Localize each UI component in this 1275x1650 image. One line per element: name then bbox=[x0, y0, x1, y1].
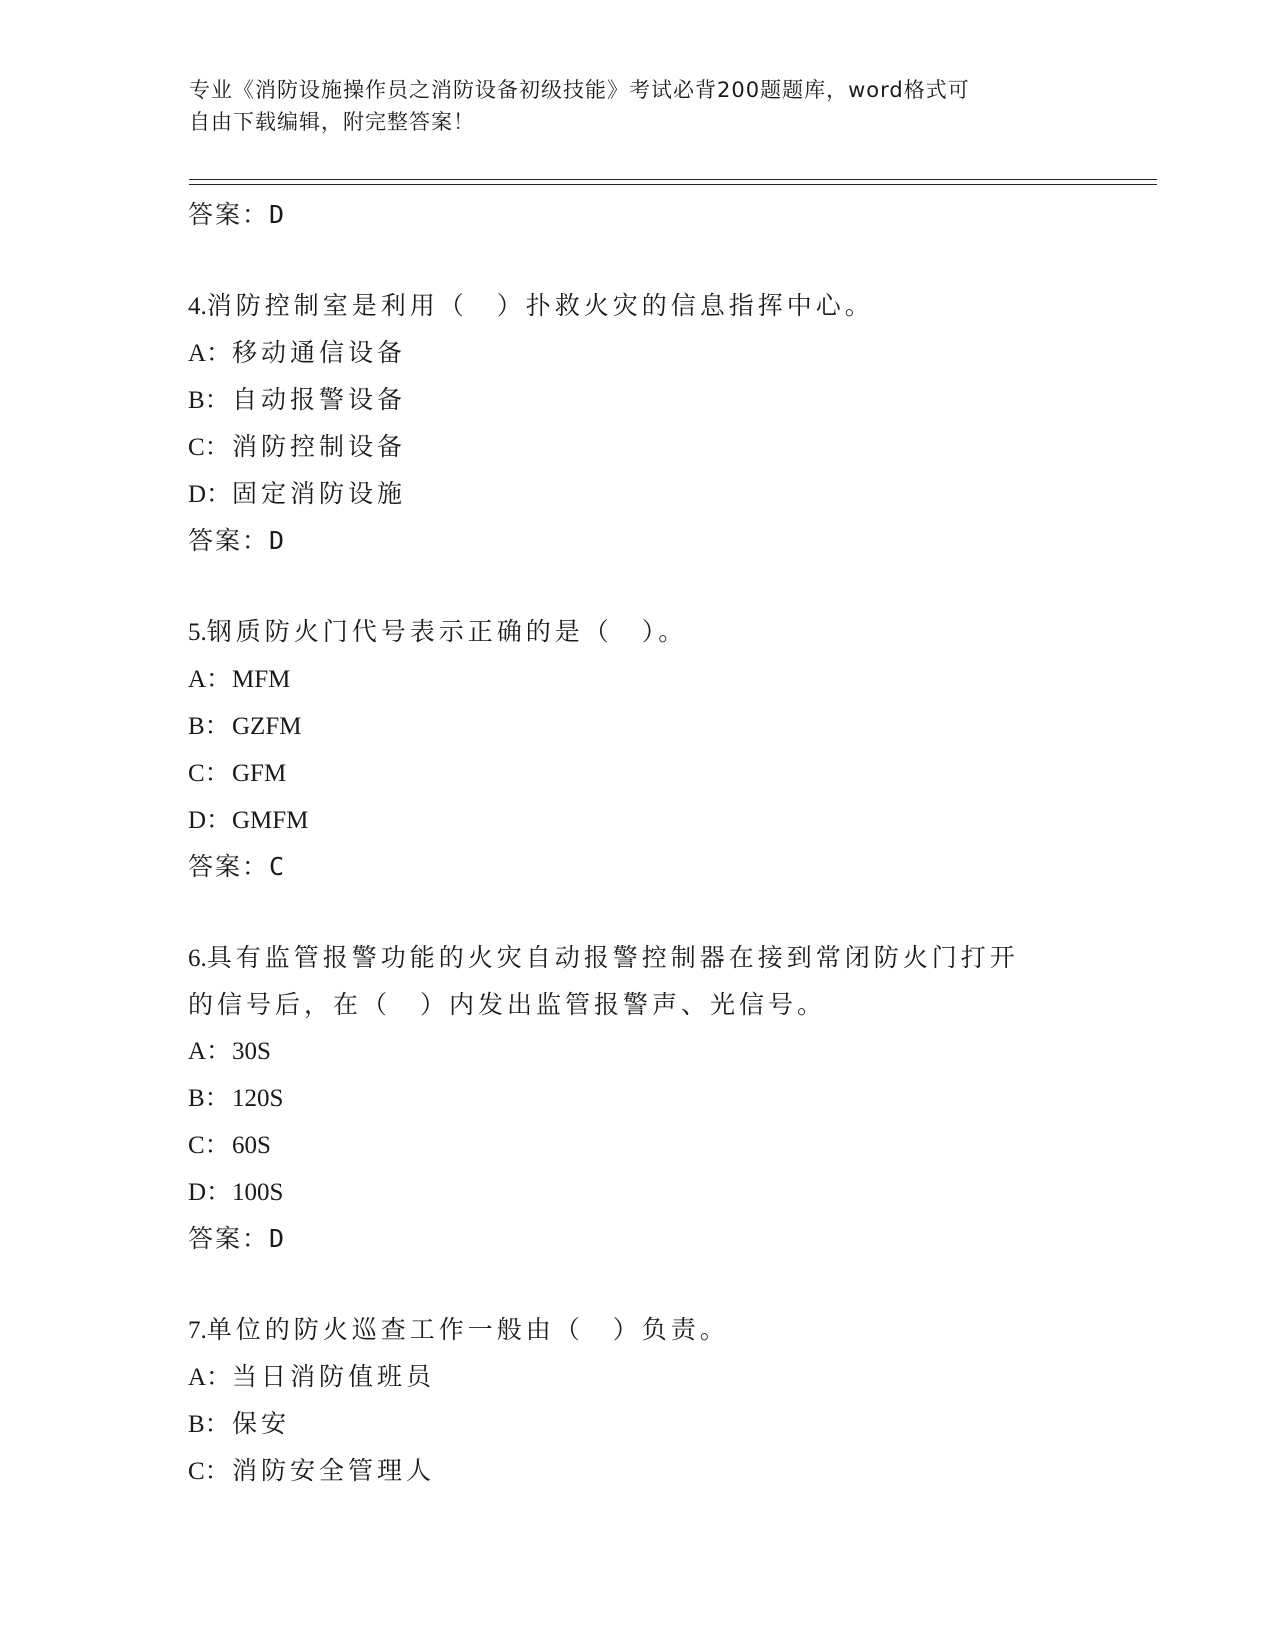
answer-line bbox=[188, 1216, 1088, 1262]
option-text: 保安 bbox=[232, 1409, 291, 1438]
option-key: A： bbox=[188, 1364, 232, 1391]
question-text: 单位的防火巡查工作一般由（ ）负责。 bbox=[206, 1315, 729, 1344]
option-c bbox=[188, 1448, 1088, 1495]
option-text: 30S bbox=[232, 1038, 271, 1065]
question-stem bbox=[188, 935, 1038, 1028]
option-text: 固定消防设施 bbox=[232, 479, 407, 508]
answer-value: D bbox=[269, 526, 285, 555]
option-text: MFM bbox=[232, 666, 291, 693]
question-text: 具有监管报警功能的火灾自动报警控制器在接到常闭防火门打开的信号后，在（ ）内发出监管报警声、光信号。 bbox=[188, 943, 1019, 1019]
option-key: B： bbox=[188, 713, 230, 740]
header-line-2: 自由下载编辑，附完整答案！ bbox=[189, 110, 475, 134]
option-a bbox=[188, 330, 1088, 377]
option-d bbox=[188, 471, 1088, 518]
option-key: D： bbox=[188, 1179, 232, 1206]
answer-value: C bbox=[269, 852, 285, 881]
question-stem bbox=[188, 1307, 1088, 1354]
answer-label: 答案： bbox=[188, 1224, 270, 1253]
option-text: GMFM bbox=[232, 807, 309, 834]
header-rule-top bbox=[189, 179, 1157, 180]
question-number: 5. bbox=[188, 619, 207, 646]
option-key: C： bbox=[188, 760, 230, 787]
header-line-1: 专业《消防设施操作员之消防设备初级技能》考试必背200题题库，word格式可 bbox=[189, 78, 970, 102]
answer-value: D bbox=[269, 1224, 285, 1253]
answer-value: D bbox=[269, 200, 285, 229]
option-key: B： bbox=[188, 1411, 230, 1438]
answer-line bbox=[188, 518, 1088, 564]
option-a bbox=[188, 1028, 1088, 1075]
question-number: 7. bbox=[188, 1317, 207, 1344]
option-key: B： bbox=[188, 1085, 230, 1112]
option-text: 100S bbox=[232, 1179, 284, 1206]
option-b bbox=[188, 1075, 1088, 1122]
option-c bbox=[188, 1122, 1088, 1169]
option-key: C： bbox=[188, 434, 230, 461]
option-text: 自动报警设备 bbox=[232, 385, 407, 414]
question-block bbox=[188, 609, 1088, 890]
answer-label: 答案： bbox=[188, 526, 270, 555]
option-a bbox=[188, 656, 1088, 703]
option-text: 消防控制设备 bbox=[232, 432, 407, 461]
option-key: D： bbox=[188, 807, 232, 834]
document-header bbox=[189, 74, 1089, 138]
option-text: 移动通信设备 bbox=[232, 338, 407, 367]
option-c bbox=[188, 424, 1088, 471]
question-block bbox=[188, 935, 1088, 1262]
option-c bbox=[188, 750, 1088, 797]
option-a bbox=[188, 1354, 1088, 1401]
option-key: A： bbox=[188, 340, 232, 367]
answer-label: 答案： bbox=[188, 200, 270, 229]
option-text: 当日消防值班员 bbox=[232, 1362, 436, 1391]
question-stem bbox=[188, 609, 1088, 656]
question-number: 4. bbox=[188, 293, 207, 320]
option-text: 消防安全管理人 bbox=[232, 1456, 436, 1485]
option-d bbox=[188, 1169, 1088, 1216]
option-text: 60S bbox=[232, 1132, 271, 1159]
answer-line bbox=[188, 192, 1088, 238]
option-b bbox=[188, 377, 1088, 424]
option-key: B： bbox=[188, 387, 230, 414]
option-key: C： bbox=[188, 1132, 230, 1159]
option-key: A： bbox=[188, 1038, 232, 1065]
option-d bbox=[188, 797, 1088, 844]
question-list bbox=[188, 192, 1088, 1495]
question-number: 6. bbox=[188, 945, 207, 972]
question-block bbox=[188, 1307, 1088, 1495]
question-text: 钢质防火门代号表示正确的是（ ）。 bbox=[206, 617, 688, 646]
header-rule-bottom bbox=[189, 184, 1157, 185]
option-b bbox=[188, 703, 1088, 750]
option-b bbox=[188, 1401, 1088, 1448]
question-stem bbox=[188, 283, 1088, 330]
option-text: GZFM bbox=[232, 713, 302, 740]
question-block bbox=[188, 283, 1088, 564]
option-key: C： bbox=[188, 1458, 230, 1485]
option-key: D： bbox=[188, 481, 232, 508]
answer-line bbox=[188, 844, 1088, 890]
option-key: A： bbox=[188, 666, 232, 693]
question-text: 消防控制室是利用（ ）扑救火灾的信息指挥中心。 bbox=[206, 291, 874, 320]
option-text: GFM bbox=[232, 760, 287, 787]
option-text: 120S bbox=[232, 1085, 284, 1112]
answer-label: 答案： bbox=[188, 852, 270, 881]
